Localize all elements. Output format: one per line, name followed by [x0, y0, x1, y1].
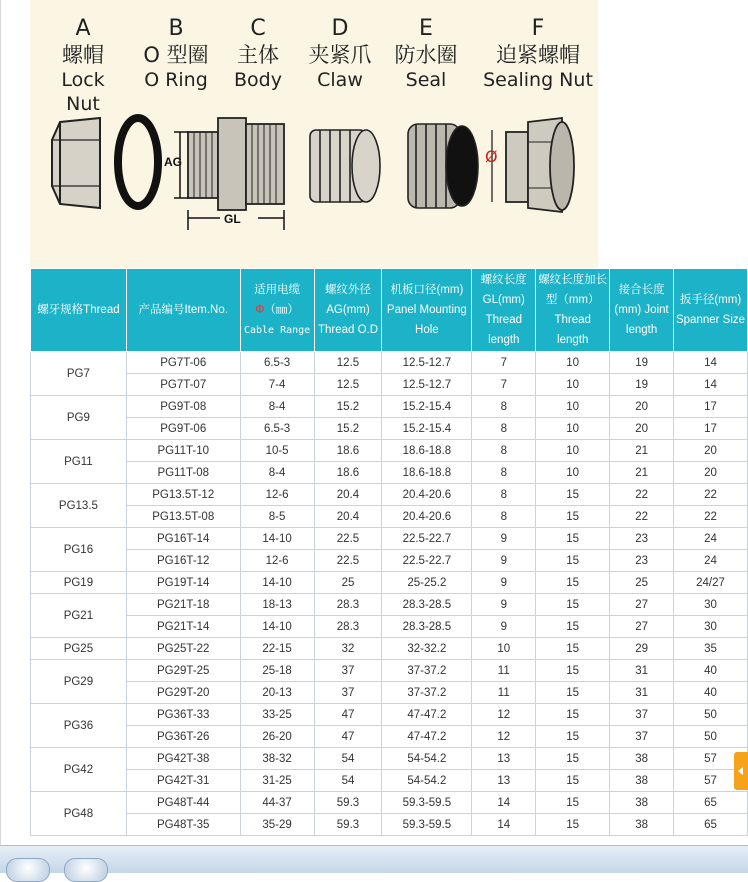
part-name-en: Body	[234, 69, 282, 91]
part-letter: C	[250, 16, 266, 41]
ext-cell: 15	[536, 726, 610, 748]
cable-cell: 8-4	[240, 462, 314, 484]
part-name-zh: 迫紧螺帽	[496, 43, 580, 67]
ext-cell: 15	[536, 704, 610, 726]
cable-cell: 33-25	[240, 704, 314, 726]
ag-cell: 37	[314, 682, 382, 704]
cable-cell: 38-32	[240, 748, 314, 770]
cable-cell: 22-15	[240, 638, 314, 660]
spanner-cell: 57	[674, 770, 748, 792]
joint-cell: 38	[610, 748, 674, 770]
table-row	[31, 594, 748, 616]
thread-cell: PG11	[31, 440, 127, 484]
table-row	[31, 352, 748, 374]
hole-cell: 15.2-15.4	[382, 418, 472, 440]
ext-cell: 15	[536, 572, 610, 594]
ag-cell: 28.3	[314, 594, 382, 616]
ext-cell: 15	[536, 814, 610, 836]
gl-cell: 9	[472, 594, 536, 616]
phi-label: Ø	[485, 147, 498, 166]
table-row	[31, 462, 748, 484]
spanner-cell: 17	[674, 418, 748, 440]
table-row	[31, 396, 748, 418]
header-thread-od: 螺纹外径 AG(mm) Thread O.D	[314, 269, 382, 352]
header-item-no: 产品编号Item.No.	[126, 269, 240, 352]
gl-cell: 14	[472, 814, 536, 836]
ag-cell: 59.3	[314, 814, 382, 836]
gl-cell: 7	[472, 374, 536, 396]
gl-cell: 8	[472, 484, 536, 506]
header-cable-range: 适用电缆 Φ（㎜） Cable Range	[240, 269, 314, 352]
ag-cell: 47	[314, 704, 382, 726]
back-to-top-tab[interactable]	[734, 752, 748, 790]
joint-cell: 29	[610, 638, 674, 660]
ext-cell: 10	[536, 352, 610, 374]
header-thread-length: 螺纹长度 GL(mm) Thread length	[472, 269, 536, 352]
joint-cell: 23	[610, 550, 674, 572]
cable-cell: 25-18	[240, 660, 314, 682]
gl-cell: 14	[472, 792, 536, 814]
ext-cell: 10	[536, 396, 610, 418]
item-cell: PG9T-06	[126, 418, 240, 440]
cable-cell: 14-10	[240, 616, 314, 638]
part-d	[300, 16, 380, 92]
ag-cell: 22.5	[314, 550, 382, 572]
ag-cell: 28.3	[314, 616, 382, 638]
cable-cell: 31-25	[240, 770, 314, 792]
taskbar	[0, 845, 748, 873]
table-row	[31, 484, 748, 506]
part-name-en: O Ring	[144, 69, 208, 91]
ag-cell: 37	[314, 660, 382, 682]
browser-icon[interactable]	[64, 858, 108, 882]
table-row	[31, 770, 748, 792]
thread-cell: PG25	[31, 638, 127, 660]
claw-drawing	[310, 130, 380, 202]
table-row	[31, 506, 748, 528]
table-row	[31, 616, 748, 638]
cable-cell: 18-13	[240, 594, 314, 616]
table-header-row	[31, 269, 748, 352]
joint-cell: 37	[610, 704, 674, 726]
hole-cell: 22.5-22.7	[382, 528, 472, 550]
item-cell: PG29T-25	[126, 660, 240, 682]
ag-cell: 22.5	[314, 528, 382, 550]
parts-diagram	[30, 0, 598, 268]
spanner-cell: 65	[674, 814, 748, 836]
lock-nut-drawing	[52, 118, 100, 208]
cable-cell: 6.5-3	[240, 352, 314, 374]
item-cell: PG48T-44	[126, 792, 240, 814]
part-name-en: Lock Nut	[61, 69, 105, 115]
part-f	[482, 16, 594, 92]
spanner-cell: 20	[674, 440, 748, 462]
ext-cell: 15	[536, 638, 610, 660]
ag-cell: 32	[314, 638, 382, 660]
spanner-cell: 65	[674, 792, 748, 814]
gl-cell: 9	[472, 550, 536, 572]
hole-cell: 12.5-12.7	[382, 374, 472, 396]
hole-cell: 12.5-12.7	[382, 352, 472, 374]
body-drawing	[188, 118, 284, 210]
joint-cell: 38	[610, 814, 674, 836]
hole-cell: 18.6-18.8	[382, 462, 472, 484]
spanner-cell: 50	[674, 726, 748, 748]
part-name-en: Sealing Nut	[483, 69, 593, 91]
hole-cell: 25-25.2	[382, 572, 472, 594]
spanner-cell: 30	[674, 594, 748, 616]
thread-cell: PG42	[31, 748, 127, 792]
thread-cell: PG36	[31, 704, 127, 748]
hole-cell: 18.6-18.8	[382, 440, 472, 462]
item-cell: PG21T-14	[126, 616, 240, 638]
ext-cell: 15	[536, 682, 610, 704]
table-row	[31, 374, 748, 396]
part-letter: A	[75, 16, 91, 41]
spanner-cell: 22	[674, 506, 748, 528]
thread-cell: PG48	[31, 792, 127, 836]
joint-cell: 25	[610, 572, 674, 594]
sealing-nut-drawing	[506, 118, 574, 212]
cable-cell: 12-6	[240, 484, 314, 506]
hole-cell: 37-37.2	[382, 682, 472, 704]
thread-cell: PG19	[31, 572, 127, 594]
cable-cell: 7-4	[240, 374, 314, 396]
item-cell: PG7T-06	[126, 352, 240, 374]
spanner-cell: 24/27	[674, 572, 748, 594]
item-cell: PG13.5T-12	[126, 484, 240, 506]
thread-cell: PG29	[31, 660, 127, 704]
table-row	[31, 704, 748, 726]
cable-cell: 14-10	[240, 572, 314, 594]
gl-cell: 9	[472, 528, 536, 550]
gl-cell: 12	[472, 704, 536, 726]
cable-cell: 44-37	[240, 792, 314, 814]
item-cell: PG42T-38	[126, 748, 240, 770]
joint-cell: 38	[610, 770, 674, 792]
gl-cell: 9	[472, 572, 536, 594]
thread-cell: PG21	[31, 594, 127, 638]
item-cell: PG16T-12	[126, 550, 240, 572]
header-spanner-size: 扳手径(mm) Spanner Size	[674, 269, 748, 352]
part-letter: F	[531, 16, 545, 41]
gl-cell: 8	[472, 462, 536, 484]
spanner-cell: 24	[674, 528, 748, 550]
joint-cell: 23	[610, 528, 674, 550]
spanner-cell: 20	[674, 462, 748, 484]
ag-cell: 54	[314, 748, 382, 770]
header-extended-thread-length: 螺纹长度加长 型（mm） Thread length	[536, 269, 610, 352]
table-row	[31, 660, 748, 682]
ag-cell: 18.6	[314, 440, 382, 462]
spanner-cell: 57	[674, 748, 748, 770]
item-cell: PG13.5T-08	[126, 506, 240, 528]
table-row	[31, 748, 748, 770]
ext-cell: 15	[536, 616, 610, 638]
joint-cell: 38	[610, 792, 674, 814]
item-cell: PG11T-10	[126, 440, 240, 462]
ag-cell: 12.5	[314, 374, 382, 396]
item-cell: PG16T-14	[126, 528, 240, 550]
spanner-cell: 40	[674, 660, 748, 682]
hole-cell: 20.4-20.6	[382, 484, 472, 506]
gl-cell: 8	[472, 506, 536, 528]
header-joint-length: 接合长度 (mm) Joint length	[610, 269, 674, 352]
hole-cell: 54-54.2	[382, 770, 472, 792]
item-cell: PG9T-08	[126, 396, 240, 418]
ext-cell: 15	[536, 484, 610, 506]
item-cell: PG29T-20	[126, 682, 240, 704]
part-letter: E	[419, 16, 433, 41]
joint-cell: 20	[610, 396, 674, 418]
ext-cell: 10	[536, 440, 610, 462]
table-row	[31, 638, 748, 660]
joint-cell: 37	[610, 726, 674, 748]
table-row	[31, 792, 748, 814]
hole-cell: 20.4-20.6	[382, 506, 472, 528]
spanner-cell: 17	[674, 396, 748, 418]
gl-cell: 11	[472, 660, 536, 682]
table-row	[31, 440, 748, 462]
ag-label: AG	[164, 155, 182, 169]
spec-table	[30, 268, 748, 836]
cable-cell: 14-10	[240, 528, 314, 550]
cable-cell: 12-6	[240, 550, 314, 572]
spanner-cell: 14	[674, 352, 748, 374]
ext-cell: 15	[536, 792, 610, 814]
joint-cell: 22	[610, 484, 674, 506]
spanner-cell: 22	[674, 484, 748, 506]
ag-cell: 15.2	[314, 396, 382, 418]
spanner-cell: 30	[674, 616, 748, 638]
ext-cell: 15	[536, 594, 610, 616]
gl-cell: 12	[472, 726, 536, 748]
joint-cell: 19	[610, 352, 674, 374]
item-cell: PG42T-31	[126, 770, 240, 792]
gl-cell: 9	[472, 616, 536, 638]
part-letter: D	[331, 16, 349, 41]
table-row	[31, 682, 748, 704]
part-name-en: Claw	[317, 69, 363, 91]
table-row	[31, 528, 748, 550]
joint-cell: 22	[610, 506, 674, 528]
spanner-cell: 24	[674, 550, 748, 572]
item-cell: PG48T-35	[126, 814, 240, 836]
gl-cell: 13	[472, 770, 536, 792]
hole-cell: 32-32.2	[382, 638, 472, 660]
cable-cell: 8-4	[240, 396, 314, 418]
seal-drawing	[408, 124, 478, 208]
joint-cell: 21	[610, 462, 674, 484]
ag-cell: 12.5	[314, 352, 382, 374]
hole-cell: 15.2-15.4	[382, 396, 472, 418]
ext-cell: 10	[536, 418, 610, 440]
item-cell: PG36T-26	[126, 726, 240, 748]
page-left-border	[0, 0, 1, 845]
joint-cell: 31	[610, 682, 674, 704]
part-e	[386, 16, 466, 92]
start-orb-icon[interactable]	[6, 858, 50, 882]
item-cell: PG19T-14	[126, 572, 240, 594]
joint-cell: 21	[610, 440, 674, 462]
ext-cell: 15	[536, 528, 610, 550]
ag-cell: 20.4	[314, 484, 382, 506]
hole-cell: 22.5-22.7	[382, 550, 472, 572]
header-thread: 螺牙规格Thread	[31, 269, 127, 352]
ext-cell: 15	[536, 748, 610, 770]
table-row	[31, 814, 748, 836]
ag-cell: 18.6	[314, 462, 382, 484]
item-cell: PG36T-33	[126, 704, 240, 726]
joint-cell: 19	[610, 374, 674, 396]
spanner-cell: 40	[674, 682, 748, 704]
thread-cell: PG9	[31, 396, 127, 440]
joint-cell: 27	[610, 616, 674, 638]
ag-cell: 59.3	[314, 792, 382, 814]
table-body	[31, 352, 748, 836]
joint-cell: 27	[610, 594, 674, 616]
item-cell: PG7T-07	[126, 374, 240, 396]
gl-label: GL	[224, 212, 241, 226]
part-name-zh: 防水圈	[394, 43, 458, 67]
hole-cell: 37-37.2	[382, 660, 472, 682]
thread-cell: PG16	[31, 528, 127, 572]
spanner-cell: 35	[674, 638, 748, 660]
hole-cell: 59.3-59.5	[382, 792, 472, 814]
ext-cell: 10	[536, 374, 610, 396]
table-row	[31, 550, 748, 572]
gl-cell: 10	[472, 638, 536, 660]
ag-cell: 47	[314, 726, 382, 748]
item-cell: PG21T-18	[126, 594, 240, 616]
joint-cell: 20	[610, 418, 674, 440]
cable-cell: 6.5-3	[240, 418, 314, 440]
ag-cell: 54	[314, 770, 382, 792]
ag-cell: 20.4	[314, 506, 382, 528]
table-row	[31, 418, 748, 440]
ext-cell: 10	[536, 462, 610, 484]
hole-cell: 28.3-28.5	[382, 594, 472, 616]
cable-cell: 35-29	[240, 814, 314, 836]
hole-cell: 47-47.2	[382, 704, 472, 726]
ag-cell: 25	[314, 572, 382, 594]
gl-cell: 8	[472, 396, 536, 418]
gl-cell: 11	[472, 682, 536, 704]
part-name-en: Seal	[405, 69, 447, 91]
hole-cell: 47-47.2	[382, 726, 472, 748]
item-cell: PG11T-08	[126, 462, 240, 484]
gl-cell: 8	[472, 418, 536, 440]
parts-drawing	[30, 100, 598, 250]
thread-cell: PG7	[31, 352, 127, 396]
cable-cell: 26-20	[240, 726, 314, 748]
gl-cell: 8	[472, 440, 536, 462]
part-name-zh: 主体	[237, 43, 279, 67]
ext-cell: 15	[536, 770, 610, 792]
cable-cell: 20-13	[240, 682, 314, 704]
gl-cell: 7	[472, 352, 536, 374]
item-cell: PG25T-22	[126, 638, 240, 660]
part-name-zh: 螺帽	[62, 43, 104, 67]
table-row	[31, 726, 748, 748]
ag-cell: 15.2	[314, 418, 382, 440]
header-panel-hole: 机板口径(mm) Panel Mounting Hole	[382, 269, 472, 352]
spanner-cell: 50	[674, 704, 748, 726]
table-row	[31, 572, 748, 594]
gl-cell: 13	[472, 748, 536, 770]
hole-cell: 54-54.2	[382, 748, 472, 770]
part-name-zh: 夹紧爪	[308, 43, 372, 67]
ext-cell: 15	[536, 506, 610, 528]
cable-cell: 10-5	[240, 440, 314, 462]
ext-cell: 15	[536, 660, 610, 682]
part-letter: B	[168, 16, 184, 41]
cable-cell: 8-5	[240, 506, 314, 528]
part-c	[228, 16, 288, 92]
part-b	[138, 16, 214, 92]
hole-cell: 28.3-28.5	[382, 616, 472, 638]
joint-cell: 31	[610, 660, 674, 682]
spanner-cell: 14	[674, 374, 748, 396]
thread-cell: PG13.5	[31, 484, 127, 528]
o-ring-drawing	[118, 118, 158, 206]
ext-cell: 15	[536, 550, 610, 572]
part-name-zh: O 型圈	[143, 43, 209, 67]
hole-cell: 59.3-59.5	[382, 814, 472, 836]
